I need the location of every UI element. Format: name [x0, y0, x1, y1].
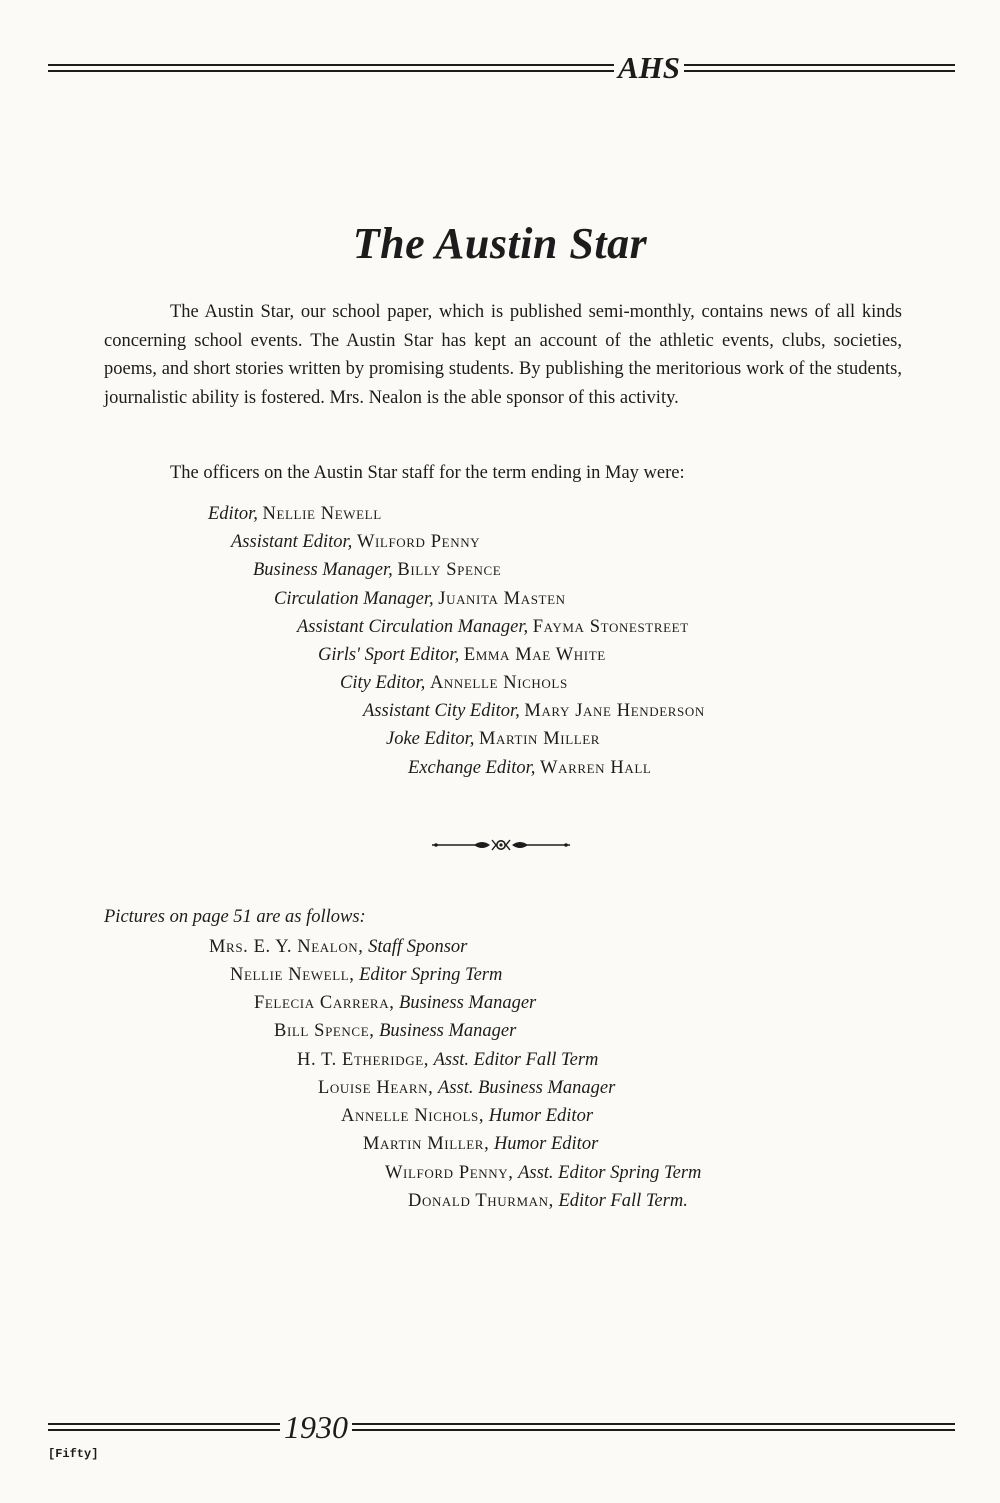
picture-role: Humor Editor: [488, 1106, 594, 1126]
page-number-label: [Fifty]: [48, 1447, 99, 1461]
officer-name: Billy Spence: [397, 560, 502, 580]
picture-role: Business Manager: [399, 993, 537, 1013]
picture-name: Wilford Penny,: [385, 1163, 514, 1183]
picture-name: H. T. Etheridge,: [297, 1050, 429, 1070]
officer-name: Martin Miller: [479, 729, 601, 749]
picture-entry: [363, 1132, 598, 1156]
officer-entry: [208, 502, 382, 526]
picture-entry: [209, 935, 467, 959]
header-label: AHS: [618, 50, 681, 85]
picture-entry: [274, 1019, 516, 1043]
picture-name: Louise Hearn,: [318, 1078, 434, 1098]
picture-role: Humor Editor: [493, 1134, 599, 1154]
officer-name: Emma Mae White: [463, 645, 606, 665]
officer-role: Assistant City Editor,: [363, 701, 520, 721]
officer-entry: [408, 756, 651, 780]
picture-role: Asst. Editor Fall Term: [433, 1050, 599, 1070]
picture-name: Nellie Newell,: [230, 965, 355, 985]
intro-paragraph: The Austin Star, our school paper, which is published semi-monthly, contains news of all kinds concerning school events. The Austin Star has kept an account of the athletic events, clubs, societies, poems, and short stories written by promising students. By publishing the meritorious work of the students, journalistic ability is fostered. Mrs. Nealon is the able sponsor of this activity.: [104, 302, 902, 408]
picture-name: Annelle Nichols,: [341, 1106, 485, 1126]
pictures-intro: Pictures on page 51 are as follows:: [104, 907, 366, 927]
picture-entry: [254, 991, 536, 1015]
officer-entry: [274, 587, 566, 611]
officer-role: Girls' Sport Editor,: [318, 645, 460, 665]
officer-entry: [297, 615, 689, 639]
picture-name: Martin Miller,: [363, 1134, 490, 1154]
footer-rule-right: [352, 1423, 955, 1431]
officer-role: City Editor,: [340, 673, 426, 693]
picture-entry: [297, 1048, 598, 1072]
officer-role: Assistant Editor,: [231, 532, 353, 552]
officer-role: Editor,: [208, 504, 258, 524]
ornament-divider-icon: [430, 836, 572, 854]
picture-role: Staff Sponsor: [368, 937, 468, 957]
officer-name: Nellie Newell: [262, 504, 382, 524]
officers-intro: The officers on the Austin Star staff for the term ending in May were:: [170, 463, 685, 483]
officer-name: Juanita Masten: [438, 589, 566, 609]
picture-entry: [408, 1189, 688, 1213]
officer-name: Fayma Stonestreet: [532, 617, 689, 637]
officer-name: Warren Hall: [540, 758, 652, 778]
officer-entry: [318, 643, 606, 667]
officer-role: Assistant Circulation Manager,: [297, 617, 529, 637]
page-title: The Austin Star: [352, 219, 648, 268]
picture-entry: [341, 1104, 593, 1128]
officer-entry: [253, 558, 501, 582]
officer-role: Circulation Manager,: [274, 589, 434, 609]
picture-role: Editor Spring Term: [359, 965, 503, 985]
officer-role: Exchange Editor,: [408, 758, 536, 778]
picture-name: Donald Thurman,: [408, 1191, 554, 1211]
officer-name: Annelle Nichols: [429, 673, 568, 693]
officer-entry: [231, 530, 480, 554]
officer-role: Business Manager,: [253, 560, 393, 580]
officer-entry: [363, 699, 705, 723]
officer-entry: [386, 727, 600, 751]
picture-entry: [230, 963, 502, 987]
picture-role: Asst. Editor Spring Term: [518, 1163, 702, 1183]
footer-rule-left: [48, 1423, 280, 1431]
header-rule-left: [48, 64, 614, 72]
footer-rule: [48, 1411, 955, 1443]
picture-entry: [385, 1161, 701, 1185]
picture-role: Asst. Business Manager: [438, 1078, 616, 1098]
footer-year: 1930: [284, 1409, 348, 1445]
picture-role: Business Manager: [379, 1021, 517, 1041]
picture-name: Felecia Carrera,: [254, 993, 395, 1013]
officer-role: Joke Editor,: [386, 729, 475, 749]
picture-role: Editor Fall Term.: [558, 1191, 688, 1211]
picture-name: Mrs. E. Y. Nealon,: [209, 937, 364, 957]
header-rule-right: [684, 64, 955, 72]
officer-name: Wilford Penny: [356, 532, 481, 552]
picture-entry: [318, 1076, 615, 1100]
officer-name: Mary Jane Henderson: [524, 701, 705, 721]
officer-entry: [340, 671, 568, 695]
picture-name: Bill Spence,: [274, 1021, 375, 1041]
header-rule: [48, 52, 955, 83]
